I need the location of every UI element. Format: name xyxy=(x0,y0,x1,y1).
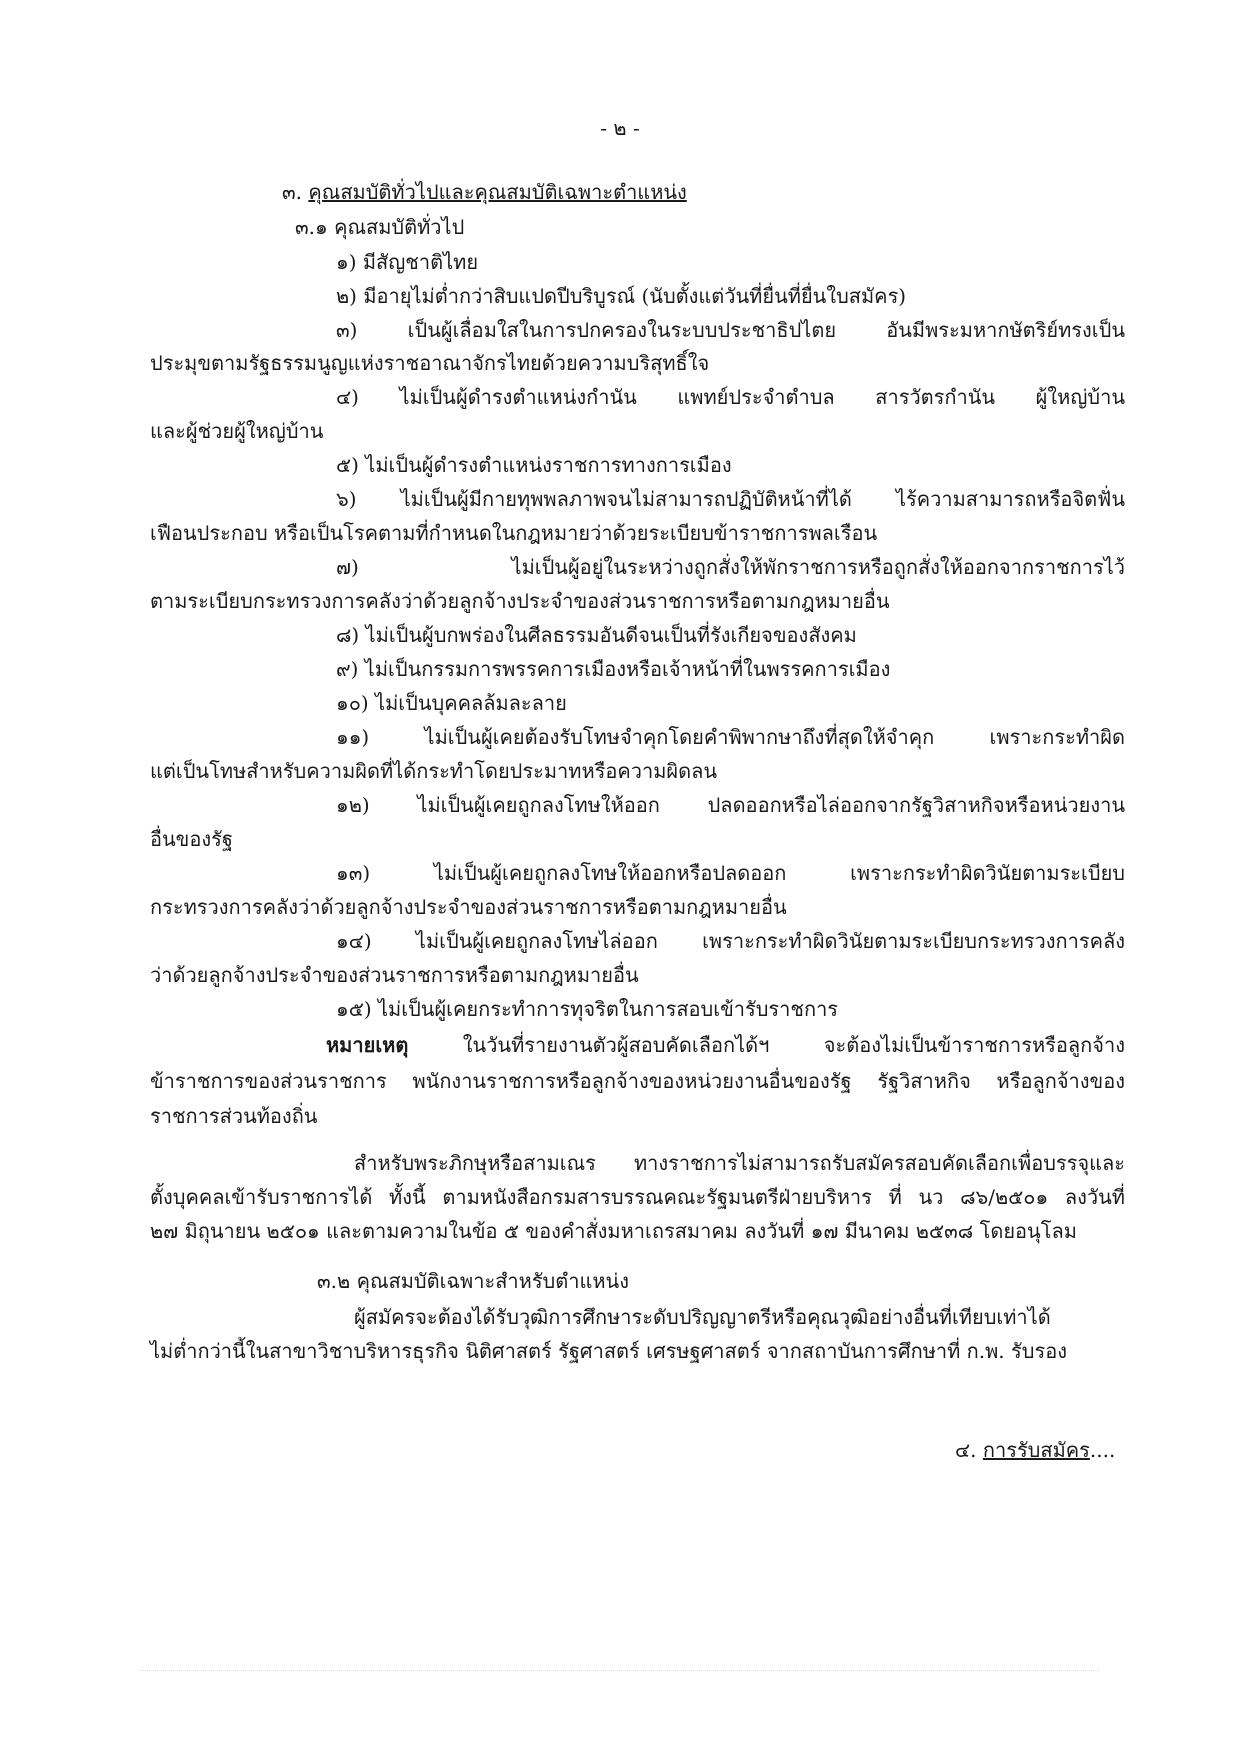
list-item: ๑๔) ไม่เป็นผู้เคยถูกลงโทษไล่ออก เพราะกระทำผิดวินัยตามระเบียบกระทรวงการคลัง xyxy=(336,929,1125,953)
list-item: ๖) ไม่เป็นผู้มีกายทุพพลภาพจนไม่สามารถปฏิบัติหน้าที่ได้ ไร้ความสามารถหรือจิตฟั่น xyxy=(336,487,1125,511)
list-item: ๑๐) ไม่เป็นบุคคลล้มละลาย xyxy=(336,691,567,715)
qualification-line: ผู้สมัครจะต้องได้รับวุฒิการศึกษาระดับปริญญาตรีหรือคุณวุฒิอย่างอื่นที่เทียบเท่าได้ xyxy=(354,1305,1051,1329)
list-item-continuation: เฟือนประกอบ หรือเป็นโรคตามที่กำหนดในกฎหมายว่าด้วยระเบียบข้าราชการพลเรือน xyxy=(150,521,878,545)
scan-artifact-divider xyxy=(140,1660,1100,1671)
list-item-continuation: แต่เป็นโทษสำหรับความผิดที่ได้กระทำโดยประมาทหรือความผิดลน xyxy=(150,759,718,783)
list-item: ๑๓) ไม่เป็นผู้เคยถูกลงโทษให้ออกหรือปลดออก เพราะกระทำผิดวินัยตามระเบียบ xyxy=(336,861,1125,885)
list-item: ๑๒) ไม่เป็นผู้เคยถูกลงโทษให้ออก ปลดออกหรือไล่ออกจากรัฐวิสาหกิจหรือหน่วยงาน xyxy=(336,793,1125,817)
note-line xyxy=(326,1030,1125,1060)
list-item-continuation: ประมุขตามรัฐธรรมนูญแห่งราชอาณาจักรไทยด้วยความบริสุทธิ์ใจ xyxy=(150,351,710,375)
note-label: หมายเหตุ xyxy=(326,1033,409,1057)
list-item: ๑) มีสัญชาติไทย xyxy=(336,250,479,274)
list-item-continuation: ตามระเบียบกระทรวงการคลังว่าด้วยลูกจ้างประจำของส่วนราชการหรือตามกฎหมายอื่น xyxy=(150,589,890,613)
list-item: ๔) ไม่เป็นผู้ดำรงตำแหน่งกำนัน แพทย์ประจำตำบล สารวัตรกำนัน ผู้ใหญ่บ้าน xyxy=(336,385,1125,409)
continuation-text: การรับสมัคร xyxy=(982,1438,1090,1462)
list-item: ๘) ไม่เป็นผู้บกพร่องในศีลธรรมอันดีจนเป็นที่รังเกียจของสังคม xyxy=(336,623,857,647)
list-item-continuation: อื่นของรัฐ xyxy=(150,827,233,851)
note-line: ข้าราชการของส่วนราชการ พนักงานราชการหรือลูกจ้างของหน่วยงานอื่นของรัฐ รัฐวิสาหกิจ หรือลูกจ้างของ xyxy=(150,1069,1125,1093)
section-heading-number: ๓. xyxy=(282,180,303,204)
list-item-continuation: ว่าด้วยลูกจ้างประจำของส่วนราชการหรือตามกฎหมายอื่น xyxy=(150,963,639,987)
section-heading xyxy=(282,177,687,207)
list-item: ๓) เป็นผู้เลื่อมใสในการปกครองในระบบประชาธิปไตย อันมีพระมหากษัตริย์ทรงเป็น xyxy=(336,318,1125,342)
monk-paragraph-line: ตั้งบุคคลเข้ารับราชการได้ ทั้งนี้ ตามหนังสือกรมสารบรรณคณะรัฐมนตรีฝ่ายบริหาร ที่ นว ๘๖/๒๕๐๑ ลงวันที่ xyxy=(150,1185,1125,1209)
monk-paragraph-line: ๒๗ มิถุนายน ๒๕๐๑ และตามความในข้อ ๕ ของคำสั่งมหาเถรสมาคม ลงวันที่ ๑๗ มีนาคม ๒๕๓๘ โดยอนุโลม xyxy=(150,1219,1077,1243)
note-text: ในวันที่รายงานตัวผู้สอบคัดเลือกได้ฯ จะต้องไม่เป็นข้าราชการหรือลูกจ้าง xyxy=(462,1033,1126,1057)
note-line: ราชการส่วนท้องถิ่น xyxy=(150,1104,318,1128)
list-item: ๙) ไม่เป็นกรรมการพรรคการเมืองหรือเจ้าหน้าที่ในพรรคการเมือง xyxy=(336,657,891,681)
list-item: ๒) มีอายุไม่ต่ำกว่าสิบแปดปีบริบูรณ์ (นับตั้งแต่วันที่ยื่นที่ยื่นใบสมัคร) xyxy=(336,284,907,308)
list-item-continuation: กระทรวงการคลังว่าด้วยลูกจ้างประจำของส่วนราชการหรือตามกฎหมายอื่น xyxy=(150,895,787,919)
qualification-line: ไม่ต่ำกว่านี้ในสาขาวิชาบริหารธุรกิจ นิติศาสตร์ รัฐศาสตร์ เศรษฐศาสตร์ จากสถาบันการศึกษาที่ ก.พ. รับรอง xyxy=(150,1339,1067,1363)
subsection-heading-3-2: ๓.๒ คุณสมบัติเฉพาะสำหรับตำแหน่ง xyxy=(317,1269,629,1293)
page-number: - ๒ - xyxy=(600,116,640,140)
section-heading-text: คุณสมบัติทั่วไปและคุณสมบัติเฉพาะตำแหน่ง xyxy=(308,180,687,204)
list-item-continuation: และผู้ช่วยผู้ใหญ่บ้าน xyxy=(150,419,324,443)
list-item: ๑๑) ไม่เป็นผู้เคยต้องรับโทษจำคุกโดยคำพิพากษาถึงที่สุดให้จำคุก เพราะกระทำผิด xyxy=(336,725,1125,749)
list-item: ๑๕) ไม่เป็นผู้เคยกระทำการทุจริตในการสอบเข้ารับราชการ xyxy=(336,997,839,1021)
continuation-dots: .... xyxy=(1089,1438,1116,1462)
list-item: ๕) ไม่เป็นผู้ดำรงตำแหน่งราชการทางการเมือง xyxy=(336,453,732,477)
continuation-marker xyxy=(955,1435,1115,1465)
subsection-heading-3-1: ๓.๑ คุณสมบัติทั่วไป xyxy=(295,215,465,239)
monk-paragraph-line: สำหรับพระภิกษุหรือสามเณร ทางราชการไม่สามารถรับสมัครสอบคัดเลือกเพื่อบรรจุและ xyxy=(354,1151,1125,1175)
continuation-number: ๔. xyxy=(955,1438,977,1462)
list-item: ๗) ไม่เป็นผู้อยู่ในระหว่างถูกสั่งให้พักราชการหรือถูกสั่งให้ออกจากราชการไว้ xyxy=(336,555,1125,579)
